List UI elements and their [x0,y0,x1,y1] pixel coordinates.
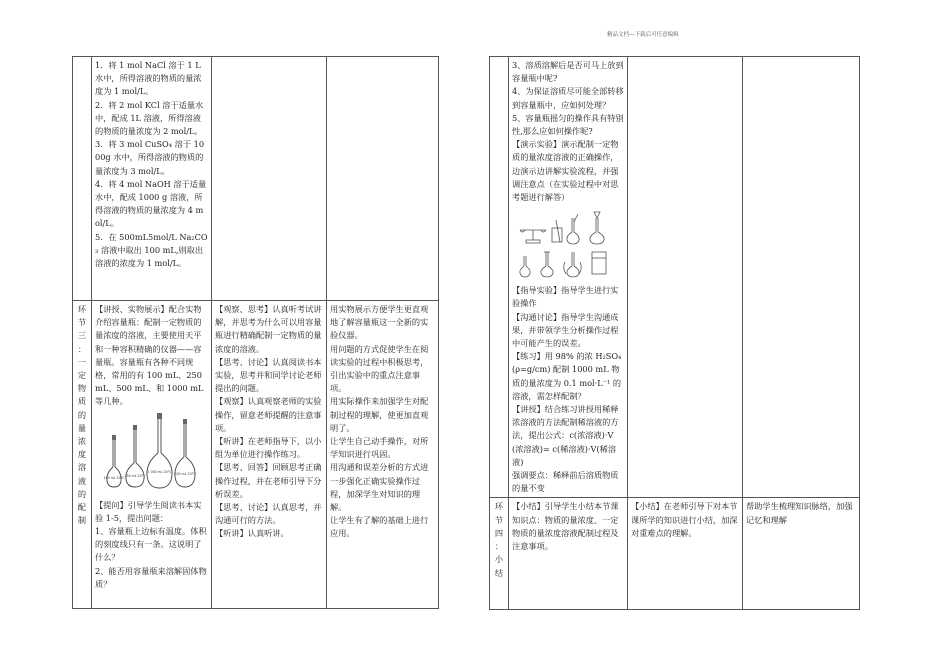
summary-text: 【小结】引导学生小结本节课知识点：物质的量浓度、一定物质的量浓度溶液配制过程及注意事项。 [512,501,619,552]
stage-label-char: ： [494,541,504,552]
design-intent-cell [327,301,439,609]
stage-label-char: 小 [494,554,504,565]
design-intent-item: 用问题的方式促使学生在阅读实验的过程中积极思考，引出实验中的重点注意事项。 [330,343,429,394]
flask-label: 500 mL 20°C [174,471,195,476]
student-activity-item: 【思考、讨论】认真阅读书本实验，思考并和同学讨论老师提出的问题。 [215,356,322,394]
stage-label-text [490,500,508,579]
student-activity-cell [212,57,327,301]
stage-label-char: 四 [494,527,504,538]
design-intent-item: 用实物展示方便学生更直观地了解容量瓶这一全新的实验仪器。 [330,304,429,341]
flask-label: 100 mL 20°C [103,475,124,480]
summary-text: 【小结】在老师引导下对本节课所学的知识进行小结，加深对重难点的理解。 [631,501,738,538]
stage-label-char: 定 [77,370,87,381]
teacher-activity-item: 【指导实验】指导学生进行实验操作 [512,285,619,309]
stage-label-char: 配 [77,502,87,513]
lesson-table-right [489,56,860,610]
stage-label-char: 节 [77,317,87,328]
student-activity-item: 【听讲】认真听讲。 [215,528,289,539]
stage-label [490,498,509,610]
stage-label-char: 三 [77,330,87,341]
teacher-activity-item: 1、容量瓶上边标有温度。体积的刻度线只有一条。这说明了什么？ [95,526,207,563]
design-intent-item: 用实际操作来加强学生对配制过程的理解，使更加直观明了。 [330,396,429,433]
stage-label-char: 质 [77,396,87,407]
stage-cell-empty [73,57,92,301]
teacher-activity-item: 5、容量瓶摇匀的操作具有特别性,那么应如何操作呢? [512,112,624,137]
stage-label-char: 液 [77,475,87,486]
flask-label: 1 000 mL 20°C [147,469,171,474]
teacher-activity-item: 【提问】引导学生阅读书本实验 1-5，提出问题： [95,499,202,523]
design-intent-cell [743,498,860,610]
stage-label-char: 节 [494,514,504,525]
stage-label-char: 一 [77,356,87,367]
teacher-activity-item: 【讲授】结合练习讲授用稀释浓溶液的方法配制稀溶液的方法，提出公式：c(浓溶液)·V(浓溶液)= c(稀溶液)·V(稀溶液) [512,404,619,467]
teacher-activity-item: 【讲授、实物展示】配合实物介绍容量瓶：配制一定物质的量浓度的溶液，主要使用天平和一种容积精确的仪器——容量瓶。容量瓶有各种不同规格，常用的有 100 mL、250 mL、500 mL、和 1000 mL 等几种。 [95,304,204,407]
stage-label-text [73,303,91,527]
student-activity-item: 【观察、思考】认真听考试讲解，并思考为什么可以用容量瓶进行精确配制一定物质的量浓度的溶液。 [215,304,322,354]
exercise-item: 5．在 500mL5mol/L Na₂CO₃ 溶液中取出 100 mL,则取出溶液的浓度为 1 mol/L。 [95,231,208,269]
table-row [73,301,439,609]
teacher-activity-cell [92,301,212,609]
volumetric-flasks-illustration [102,413,202,495]
exercise-item: 4．将 4 mol NaOH 溶于适量水中，配成 1000 g 溶液，所得溶液的物质的量浓度为 4 mol/L。 [95,178,207,229]
table-row [73,57,439,301]
stage-label-char: 度 [77,449,87,460]
design-intent-cell [327,57,439,301]
stage-label-char: 制 [77,515,87,526]
stage-cell-empty [490,57,509,498]
stage-label-char: 量 [77,422,87,433]
stage-label-char: 的 [77,488,87,499]
stage-label-char: 物 [77,383,87,394]
student-activity-item: 【听讲】在老师指导下，以小组为单位进行操作练习。 [215,436,322,460]
stage-label-char: ： [77,343,87,354]
teacher-activity-item: 【练习】用 98% 的浓 H₂SO₄(ρ=g/cm) 配制 1000 mL 物质的量浓度为 0.1 mol·L⁻¹ 的溶液，需怎样配制？ [512,351,622,401]
lesson-table-left [72,56,439,609]
table-row [490,57,860,498]
teacher-activity-item: 3、溶质溶解后是否可马上放到容量瓶中呢? [512,60,624,84]
stage-label [73,301,92,609]
student-activity-item: 【思考、讨论】认真思考，并沟通可行的方法。 [215,502,322,526]
stage-label-char: 环 [77,304,87,314]
teacher-activity-item: 4、为保证溶质尽可能全部转移到容量瓶中，应如何处理？ [512,86,624,110]
design-intent-item: 让学生有了解的基础上进行应用。 [330,515,429,539]
student-activity-item: 【观察】认真观察老师的实验操作，留意老师提醒的注意事项。 [215,396,322,433]
exercise-item: 1．将 1 mol NaCl 溶于 1 L 水中，所得溶液的物质的量浓度为 1 mol/L。 [95,60,202,97]
stage-label-char: 的 [77,409,87,420]
page-header: 精品文档---下载后可任意编辑 [607,32,679,38]
exercise-item: 3．将 3 mol CuSO₄ 溶于 1000g 水中，所得溶液的物质的量浓度为 3 mol/L。 [95,139,205,176]
stage-label-char: 结 [494,567,504,578]
teacher-activity-item: 2、能否用容量瓶来溶解固体物质？ [95,565,207,589]
table-row [490,498,860,610]
design-intent-cell [743,57,860,498]
teacher-activity-cell [509,57,628,498]
teacher-activity-item: 强调要点：稀释前后溶质物质的量不变 [512,470,619,494]
summary-text: 帮助学生梳理知识脉络，加强记忆和理解 [746,501,853,525]
exercise-item: 2．将 2 mol KCl 溶于适量水中，配成 1L 溶液，所得溶液的物质的量浓度为 2 mol/L。 [95,99,204,137]
stage-label-char: 浓 [77,436,87,447]
student-activity-cell [628,57,743,498]
design-intent-item: 用沟通和误差分析的方式进一步强化正确实验操作过程，加深学生对知识的理解。 [330,462,429,513]
teacher-summary-cell [509,498,628,610]
solution-preparation-steps-illustration [516,208,620,280]
student-activity-item: 【思考、回答】回顾思考正确操作过程，并在老师引导下分析误差。 [215,462,322,499]
stage-label-char: 环 [494,501,504,512]
teacher-activity-item: 【沟通讨论】指导学生沟通成果，并带领学生分析操作过程中可能产生的误差。 [512,311,619,349]
flask-label: 250 mL 20°C [124,473,145,478]
design-intent-item: 让学生自己动手操作，对所学知识进行巩固。 [330,436,429,460]
student-summary-cell [628,498,743,610]
exercise-cell [92,57,212,301]
stage-label-char: 溶 [77,462,87,473]
teacher-activity-item: 【演示实验】演示配制一定物质的量浓度溶液的正确操作，边演示边讲解实验流程，并强调注意点（在实验过程中对思考题进行解答） [512,139,619,203]
student-activity-cell [212,301,327,609]
